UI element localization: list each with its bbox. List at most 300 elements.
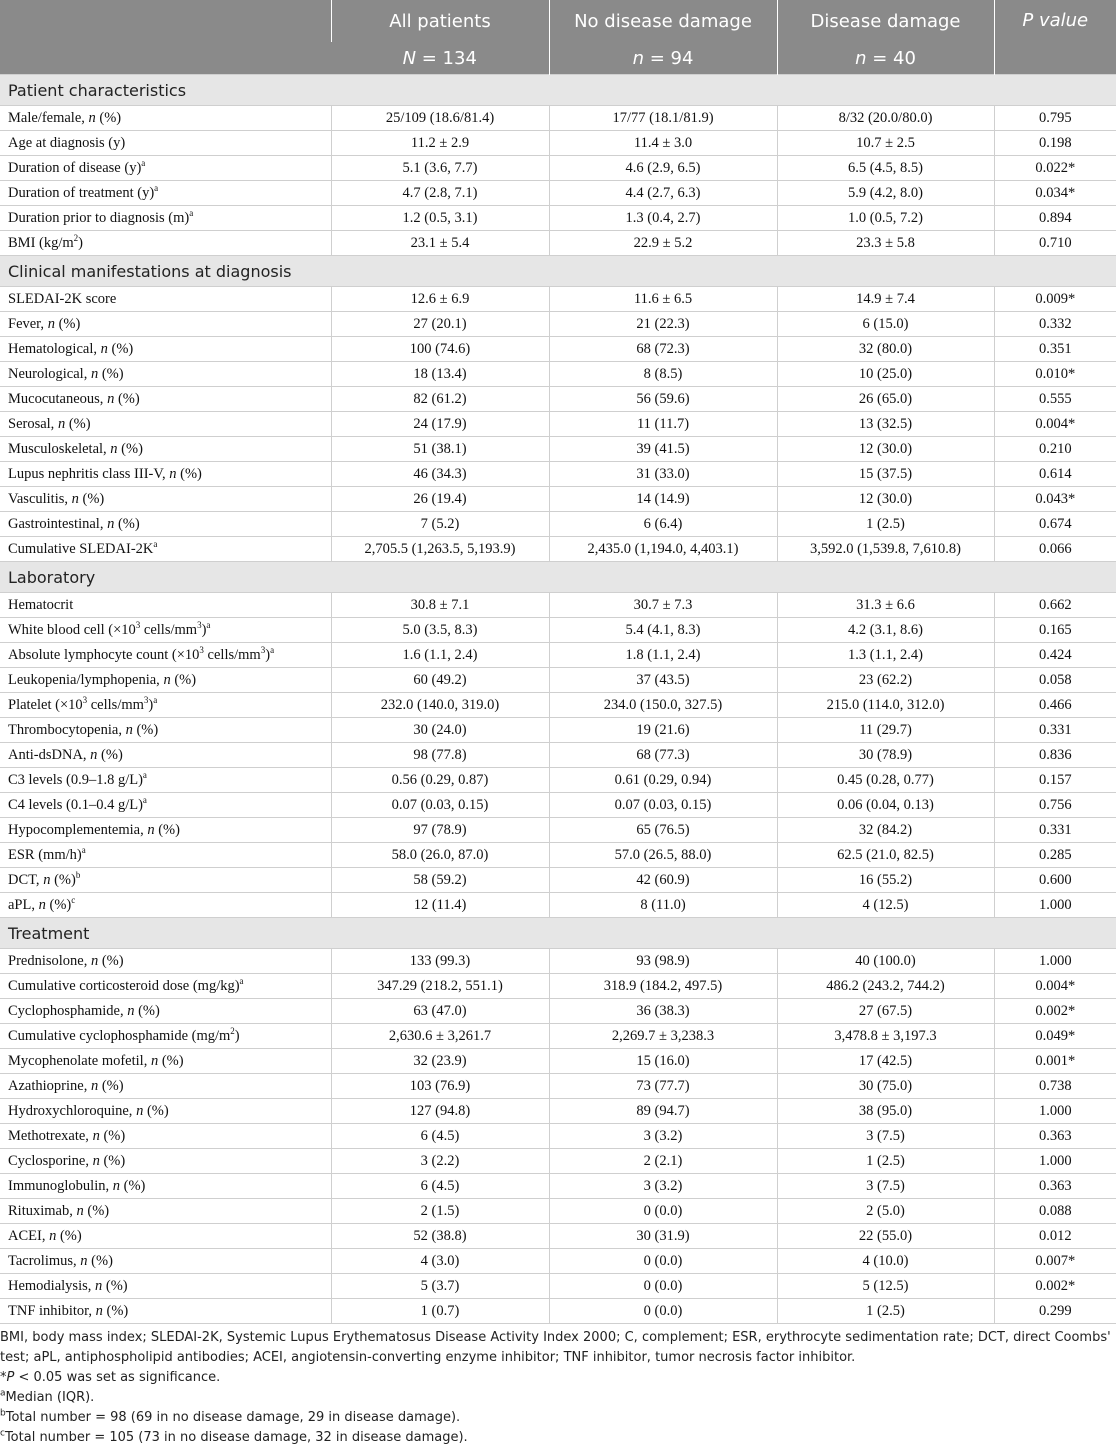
cell-all-patients: 0.56 (0.29, 0.87) xyxy=(331,768,549,793)
cell-damage: 13 (32.5) xyxy=(777,412,994,437)
cell-no-damage: 2,435.0 (1,194.0, 4,403.1) xyxy=(549,537,777,562)
row-label-italic: n xyxy=(57,415,66,432)
sig-var: P xyxy=(6,1370,15,1385)
cell-all-patients: 60 (49.2) xyxy=(331,668,549,693)
table-row xyxy=(0,1099,1116,1124)
row-label-text: Immunoglobulin, xyxy=(8,1177,113,1194)
cell-no-damage: 73 (77.7) xyxy=(549,1074,777,1099)
table-row xyxy=(0,287,1116,312)
row-label-italic: n xyxy=(100,340,108,357)
row-label xyxy=(0,206,331,231)
table-row xyxy=(0,462,1116,487)
cell-no-damage: 3 (3.2) xyxy=(549,1124,777,1149)
row-label-suffix: (%) xyxy=(117,440,143,457)
cell-no-damage: 8 (8.5) xyxy=(549,362,777,387)
cell-no-damage: 0 (0.0) xyxy=(549,1249,777,1274)
row-label xyxy=(0,618,331,643)
row-label-suffix: (%) xyxy=(102,1302,129,1319)
row-footnote-mark: a xyxy=(142,769,147,780)
cell-all-patients: 1.6 (1.1, 2.4) xyxy=(331,643,549,668)
row-label-italic: n xyxy=(92,1127,100,1144)
section-title: Clinical manifestations at diagnosis xyxy=(0,256,1116,287)
row-label-text: Prednisolone, xyxy=(8,952,91,969)
cell-p-value: 0.049* xyxy=(994,1024,1116,1049)
table-row xyxy=(0,1224,1116,1249)
row-label-text: Fever, xyxy=(8,315,48,332)
cell-p-value: 0.210 xyxy=(994,437,1116,462)
cell-all-patients: 32 (23.9) xyxy=(331,1049,549,1074)
row-label xyxy=(0,693,331,718)
table-row xyxy=(0,487,1116,512)
row-label-suffix: (%) xyxy=(56,1227,82,1244)
row-label-italic: n xyxy=(169,465,177,482)
cell-damage: 10 (25.0) xyxy=(777,362,994,387)
cell-damage: 30 (78.9) xyxy=(777,743,994,768)
cell-no-damage: 11.4 ± 3.0 xyxy=(549,131,777,156)
row-label xyxy=(0,387,331,412)
row-footnote-mark: a xyxy=(81,844,86,855)
row-label-suffix: (%) xyxy=(98,1077,124,1094)
cell-p-value: 1.000 xyxy=(994,1099,1116,1124)
table-row xyxy=(0,106,1116,131)
row-label-text: Anti-dsDNA, xyxy=(8,746,91,763)
cell-p-value: 0.674 xyxy=(994,512,1116,537)
cell-p-value: 0.165 xyxy=(994,618,1116,643)
row-label-suffix: (%) xyxy=(114,515,140,532)
row-label-italic: n xyxy=(90,952,99,969)
table-row xyxy=(0,1299,1116,1324)
cell-all-patients: 5.1 (3.6, 7.7) xyxy=(331,156,549,181)
cell-damage: 0.45 (0.28, 0.77) xyxy=(777,768,994,793)
cell-p-value: 0.331 xyxy=(994,818,1116,843)
cell-p-value: 1.000 xyxy=(994,949,1116,974)
row-label xyxy=(0,462,331,487)
n-dmg-var: n xyxy=(855,47,867,69)
row-label-text: Hematocrit xyxy=(8,596,74,613)
cell-p-value: 0.009* xyxy=(994,287,1116,312)
row-label-italic: n xyxy=(90,1077,99,1094)
footnote-b xyxy=(0,1408,1112,1428)
cell-no-damage: 4.6 (2.9, 6.5) xyxy=(549,156,777,181)
cell-no-damage: 0 (0.0) xyxy=(549,1274,777,1299)
cell-all-patients: 100 (74.6) xyxy=(331,337,549,362)
footnote-a-mark: a xyxy=(0,1388,6,1399)
footnote-c-mark: c xyxy=(0,1428,5,1439)
row-label-suffix: (%) xyxy=(65,415,91,432)
cell-all-patients: 4.7 (2.8, 7.1) xyxy=(331,181,549,206)
cell-damage: 22 (55.0) xyxy=(777,1224,994,1249)
row-label-suffix: (%) xyxy=(119,1177,146,1194)
cell-damage: 14.9 ± 7.4 xyxy=(777,287,994,312)
row-label xyxy=(0,181,331,206)
footnote-a xyxy=(0,1388,1112,1408)
cell-no-damage: 68 (77.3) xyxy=(549,743,777,768)
row-label-suffix: (%) xyxy=(83,1202,110,1219)
row-label-italic: n xyxy=(38,896,46,913)
cell-all-patients: 2,705.5 (1,263.5, 5,193.9) xyxy=(331,537,549,562)
cell-damage: 1 (2.5) xyxy=(777,1299,994,1324)
cell-damage: 6.5 (4.5, 8.5) xyxy=(777,156,994,181)
n-all-var: N xyxy=(402,47,417,69)
cell-damage: 32 (84.2) xyxy=(777,818,994,843)
cell-damage: 15 (37.5) xyxy=(777,462,994,487)
row-label-text: Male/female, xyxy=(8,109,89,126)
cell-all-patients: 5 (3.7) xyxy=(331,1274,549,1299)
row-label xyxy=(0,512,331,537)
cell-p-value: 0.795 xyxy=(994,106,1116,131)
cell-all-patients: 1 (0.7) xyxy=(331,1299,549,1324)
row-label-suffix: (%) xyxy=(170,671,197,688)
row-label-italic: n xyxy=(90,746,98,763)
row-label-text: aPL, xyxy=(8,896,39,913)
row-label-suffix: (%) xyxy=(99,1152,126,1169)
row-label-text: Duration of disease (y) xyxy=(8,159,142,176)
cell-p-value: 0.198 xyxy=(994,131,1116,156)
row-label-italic: n xyxy=(76,1202,84,1219)
cell-p-value: 0.332 xyxy=(994,312,1116,337)
row-label-suffix: (%) xyxy=(134,1002,160,1019)
row-label-suffix: ) xyxy=(78,234,83,251)
cell-p-value: 0.001* xyxy=(994,1049,1116,1074)
row-label-suffix: (%) xyxy=(176,465,202,482)
row-label xyxy=(0,437,331,462)
cell-all-patients: 0.07 (0.03, 0.15) xyxy=(331,793,549,818)
row-label xyxy=(0,1099,331,1124)
cell-no-damage: 6 (6.4) xyxy=(549,512,777,537)
n-no-var: n xyxy=(632,47,644,69)
header-n-no-damage xyxy=(549,42,777,75)
header-n-all xyxy=(331,42,549,75)
cell-p-value: 0.285 xyxy=(994,843,1116,868)
row-label-italic: n xyxy=(47,315,55,332)
cell-all-patients: 58.0 (26.0, 87.0) xyxy=(331,843,549,868)
cell-damage: 1.0 (0.5, 7.2) xyxy=(777,206,994,231)
table-header xyxy=(0,0,1116,75)
row-label-text: Azathioprine, xyxy=(8,1077,91,1094)
table-row xyxy=(0,231,1116,256)
cell-p-value: 0.004* xyxy=(994,974,1116,999)
row-label-text: Cyclosporine, xyxy=(8,1152,93,1169)
cell-no-damage: 3 (3.2) xyxy=(549,1174,777,1199)
row-label-italic: n xyxy=(43,871,51,888)
row-label xyxy=(0,1074,331,1099)
row-label xyxy=(0,287,331,312)
cell-no-damage: 1.8 (1.1, 2.4) xyxy=(549,643,777,668)
cell-no-damage: 31 (33.0) xyxy=(549,462,777,487)
row-footnote-mark: a xyxy=(239,975,244,986)
cell-no-damage: 30 (31.9) xyxy=(549,1224,777,1249)
row-label xyxy=(0,1249,331,1274)
cell-no-damage: 68 (72.3) xyxy=(549,337,777,362)
row-label-suffix: cells/mm xyxy=(87,696,144,713)
cell-no-damage: 57.0 (26.5, 88.0) xyxy=(549,843,777,868)
cell-damage: 4 (10.0) xyxy=(777,1249,994,1274)
row-label-text: Neurological, xyxy=(8,365,91,382)
cell-no-damage: 318.9 (184.2, 497.5) xyxy=(549,974,777,999)
table-row xyxy=(0,693,1116,718)
row-label-text: Duration prior to diagnosis (m) xyxy=(8,209,190,226)
row-label xyxy=(0,1024,331,1049)
cell-no-damage: 89 (94.7) xyxy=(549,1099,777,1124)
row-label-text: Platelet (×10 xyxy=(8,696,83,713)
table-row xyxy=(0,537,1116,562)
cell-damage: 1.3 (1.1, 2.4) xyxy=(777,643,994,668)
cell-no-damage: 11 (11.7) xyxy=(549,412,777,437)
cell-p-value: 0.007* xyxy=(994,1249,1116,1274)
cell-no-damage: 1.3 (0.4, 2.7) xyxy=(549,206,777,231)
row-label xyxy=(0,1149,331,1174)
row-label-sup: 3 xyxy=(199,644,204,655)
section-row xyxy=(0,256,1116,287)
cell-damage: 6 (15.0) xyxy=(777,312,994,337)
row-label-text: DCT, xyxy=(8,871,44,888)
row-label-suffix: cells/mm xyxy=(140,621,198,638)
row-label xyxy=(0,337,331,362)
cell-damage: 10.7 ± 2.5 xyxy=(777,131,994,156)
cell-all-patients: 63 (47.0) xyxy=(331,999,549,1024)
cell-no-damage: 2,269.7 ± 3,238.3 xyxy=(549,1024,777,1049)
section-row xyxy=(0,562,1116,593)
row-label-italic: n xyxy=(136,1102,144,1119)
row-label-text: Gastrointestinal, xyxy=(8,515,108,532)
row-label-sup: 2 xyxy=(230,1025,235,1036)
row-label-text: Rituximab, xyxy=(8,1202,77,1219)
row-label xyxy=(0,643,331,668)
row-label-suffix: (%) xyxy=(78,490,105,507)
cell-damage: 17 (42.5) xyxy=(777,1049,994,1074)
cell-all-patients: 46 (34.3) xyxy=(331,462,549,487)
cell-all-patients: 12 (11.4) xyxy=(331,893,549,918)
cell-damage: 0.06 (0.04, 0.13) xyxy=(777,793,994,818)
row-label-suffix: (%) xyxy=(98,952,124,969)
cell-damage: 1 (2.5) xyxy=(777,512,994,537)
cell-no-damage: 37 (43.5) xyxy=(549,668,777,693)
row-label-italic: n xyxy=(125,721,133,738)
table-row xyxy=(0,1149,1116,1174)
row-label xyxy=(0,868,331,893)
row-label xyxy=(0,949,331,974)
cell-p-value: 0.710 xyxy=(994,231,1116,256)
cell-damage: 30 (75.0) xyxy=(777,1074,994,1099)
section-title: Treatment xyxy=(0,918,1116,949)
cell-p-value: 0.466 xyxy=(994,693,1116,718)
cell-p-value: 0.299 xyxy=(994,1299,1116,1324)
row-label-text: Duration of treatment (y) xyxy=(8,184,155,201)
table-row xyxy=(0,868,1116,893)
row-label xyxy=(0,1049,331,1074)
row-label xyxy=(0,843,331,868)
cell-damage: 16 (55.2) xyxy=(777,868,994,893)
cell-damage: 2 (5.0) xyxy=(777,1199,994,1224)
table-row xyxy=(0,1199,1116,1224)
row-label-text: Hematological, xyxy=(8,340,101,357)
cell-p-value: 0.331 xyxy=(994,718,1116,743)
cell-p-value: 0.034* xyxy=(994,181,1116,206)
footnote-significance xyxy=(0,1368,1112,1388)
table-row xyxy=(0,999,1116,1024)
row-label-suffix: (%) xyxy=(132,721,159,738)
row-label-italic: n xyxy=(49,1227,57,1244)
row-label-sup: 3 xyxy=(135,619,141,630)
cell-all-patients: 30 (24.0) xyxy=(331,718,549,743)
header-blank xyxy=(0,0,331,75)
cell-all-patients: 7 (5.2) xyxy=(331,512,549,537)
row-label-italic: n xyxy=(150,1052,159,1069)
row-footnote-mark: a xyxy=(142,794,147,805)
table-row xyxy=(0,206,1116,231)
cell-damage: 4.2 (3.1, 8.6) xyxy=(777,618,994,643)
row-label-text: ACEI, xyxy=(8,1227,50,1244)
table-row xyxy=(0,312,1116,337)
cell-p-value: 0.022* xyxy=(994,156,1116,181)
header-p-value-label: P value xyxy=(1022,10,1089,31)
cell-no-damage: 15 (16.0) xyxy=(549,1049,777,1074)
section-title: Laboratory xyxy=(0,562,1116,593)
row-label-italic: n xyxy=(127,1002,135,1019)
row-label-italic: n xyxy=(95,1277,103,1294)
row-footnote-mark: a xyxy=(189,207,194,218)
footnote-c-text: Total number = 105 (73 in no disease damage, 32 in disease damage). xyxy=(4,1430,468,1445)
row-label-suffix: (%) xyxy=(95,109,122,126)
cell-all-patients: 127 (94.8) xyxy=(331,1099,549,1124)
row-label-suffix: (%) xyxy=(158,1052,184,1069)
row-label xyxy=(0,1199,331,1224)
cell-damage: 4 (12.5) xyxy=(777,893,994,918)
row-label-text: Serosal, xyxy=(8,415,58,432)
row-label-suffix: (%) xyxy=(102,1277,128,1294)
table-row xyxy=(0,1249,1116,1274)
row-label xyxy=(0,818,331,843)
cell-p-value: 0.363 xyxy=(994,1174,1116,1199)
cell-p-value: 0.738 xyxy=(994,1074,1116,1099)
table-row xyxy=(0,181,1116,206)
row-label xyxy=(0,1174,331,1199)
row-footnote-mark: b xyxy=(75,869,81,880)
row-label-suffix: ) xyxy=(234,1027,240,1044)
row-label xyxy=(0,1124,331,1149)
row-label xyxy=(0,131,331,156)
table-row xyxy=(0,1024,1116,1049)
header-n-damage xyxy=(777,42,994,75)
cell-p-value: 0.058 xyxy=(994,668,1116,693)
cell-damage: 38 (95.0) xyxy=(777,1099,994,1124)
table-row xyxy=(0,768,1116,793)
row-label-sup: 2 xyxy=(73,232,79,243)
cell-damage: 31.3 ± 6.6 xyxy=(777,593,994,618)
cell-p-value: 0.088 xyxy=(994,1199,1116,1224)
sig-rest: < 0.05 was set as significance. xyxy=(14,1370,221,1385)
cell-p-value: 0.662 xyxy=(994,593,1116,618)
cell-damage: 3,478.8 ± 3,197.3 xyxy=(777,1024,994,1049)
row-footnote-mark: a xyxy=(153,694,158,705)
row-label-italic: n xyxy=(147,821,155,838)
cell-no-damage: 2 (2.1) xyxy=(549,1149,777,1174)
row-label-italic: n xyxy=(110,440,118,457)
row-label xyxy=(0,362,331,387)
row-label-text: ESR (mm/h) xyxy=(8,846,82,863)
cell-p-value: 0.157 xyxy=(994,768,1116,793)
row-label-italic: n xyxy=(80,1252,88,1269)
cell-damage: 8/32 (20.0/80.0) xyxy=(777,106,994,131)
cell-damage: 23.3 ± 5.8 xyxy=(777,231,994,256)
row-label xyxy=(0,487,331,512)
cell-p-value: 0.424 xyxy=(994,643,1116,668)
row-label-suffix2: ) xyxy=(201,621,207,638)
cell-all-patients: 232.0 (140.0, 319.0) xyxy=(331,693,549,718)
section-row xyxy=(0,918,1116,949)
n-no-val: = 94 xyxy=(643,47,694,69)
row-label-italic: n xyxy=(71,490,79,507)
cell-p-value: 0.351 xyxy=(994,337,1116,362)
cell-damage: 3 (7.5) xyxy=(777,1124,994,1149)
cell-all-patients: 2 (1.5) xyxy=(331,1199,549,1224)
row-footnote-mark: a xyxy=(270,644,275,655)
header-damage: Disease damage xyxy=(777,0,994,42)
cell-all-patients: 58 (59.2) xyxy=(331,868,549,893)
table-row xyxy=(0,512,1116,537)
row-label-text: Cumulative corticosteroid dose (mg/kg) xyxy=(8,977,240,994)
cell-damage: 3 (7.5) xyxy=(777,1174,994,1199)
cell-no-damage: 22.9 ± 5.2 xyxy=(549,231,777,256)
row-label-italic: n xyxy=(107,390,115,407)
cell-no-damage: 11.6 ± 6.5 xyxy=(549,287,777,312)
row-label-text: TNF inhibitor, xyxy=(8,1302,96,1319)
table-row xyxy=(0,893,1116,918)
cell-damage: 23 (62.2) xyxy=(777,668,994,693)
row-label-italic: n xyxy=(95,1302,103,1319)
table-body xyxy=(0,75,1116,1324)
row-label-sup2: 3 xyxy=(197,619,202,630)
row-label-text: Mycophenolate mofetil, xyxy=(8,1052,151,1069)
table-row xyxy=(0,974,1116,999)
cell-damage: 3,592.0 (1,539.8, 7,610.8) xyxy=(777,537,994,562)
cell-no-damage: 30.7 ± 7.3 xyxy=(549,593,777,618)
cell-p-value: 0.555 xyxy=(994,387,1116,412)
table-row xyxy=(0,1049,1116,1074)
table-row xyxy=(0,437,1116,462)
cell-damage: 40 (100.0) xyxy=(777,949,994,974)
row-label-text: Cyclophosphamide, xyxy=(8,1002,128,1019)
cell-all-patients: 30.8 ± 7.1 xyxy=(331,593,549,618)
row-label-text: Absolute lymphocyte count (×10 xyxy=(8,646,200,663)
footnote-abbreviations: BMI, body mass index; SLEDAI-2K, Systemic Lupus Erythematosus Disease Activity Index 2000; C, complement; ESR, erythrocyte sedimentation rate; DCT, direct Coombs' test; aPL, antiphospholipid antibodies; ACEI, angiotensin-converting enzyme inhibitor; TNF inhibitor, tumor necrosis factor inhibitor. xyxy=(0,1330,1111,1365)
table-row xyxy=(0,1074,1116,1099)
cell-all-patients: 25/109 (18.6/81.4) xyxy=(331,106,549,131)
cell-damage: 5 (12.5) xyxy=(777,1274,994,1299)
row-label xyxy=(0,106,331,131)
cell-no-damage: 0.61 (0.29, 0.94) xyxy=(549,768,777,793)
cell-all-patients: 26 (19.4) xyxy=(331,487,549,512)
n-all-val: = 134 xyxy=(416,47,477,69)
table-row xyxy=(0,949,1116,974)
row-label xyxy=(0,1274,331,1299)
row-label-text: Lupus nephritis class III-V, xyxy=(8,465,170,482)
row-label-suffix: (%) xyxy=(114,390,140,407)
table-row xyxy=(0,843,1116,868)
row-label-italic: n xyxy=(90,365,99,382)
cell-all-patients: 347.29 (218.2, 551.1) xyxy=(331,974,549,999)
row-label xyxy=(0,793,331,818)
cell-all-patients: 133 (99.3) xyxy=(331,949,549,974)
cell-no-damage: 39 (41.5) xyxy=(549,437,777,462)
row-label-sup2: 3 xyxy=(143,694,149,705)
row-label xyxy=(0,537,331,562)
table-row xyxy=(0,718,1116,743)
cell-no-damage: 5.4 (4.1, 8.3) xyxy=(549,618,777,643)
table-row xyxy=(0,1274,1116,1299)
cell-p-value: 1.000 xyxy=(994,893,1116,918)
row-footnote-mark: c xyxy=(71,894,76,905)
